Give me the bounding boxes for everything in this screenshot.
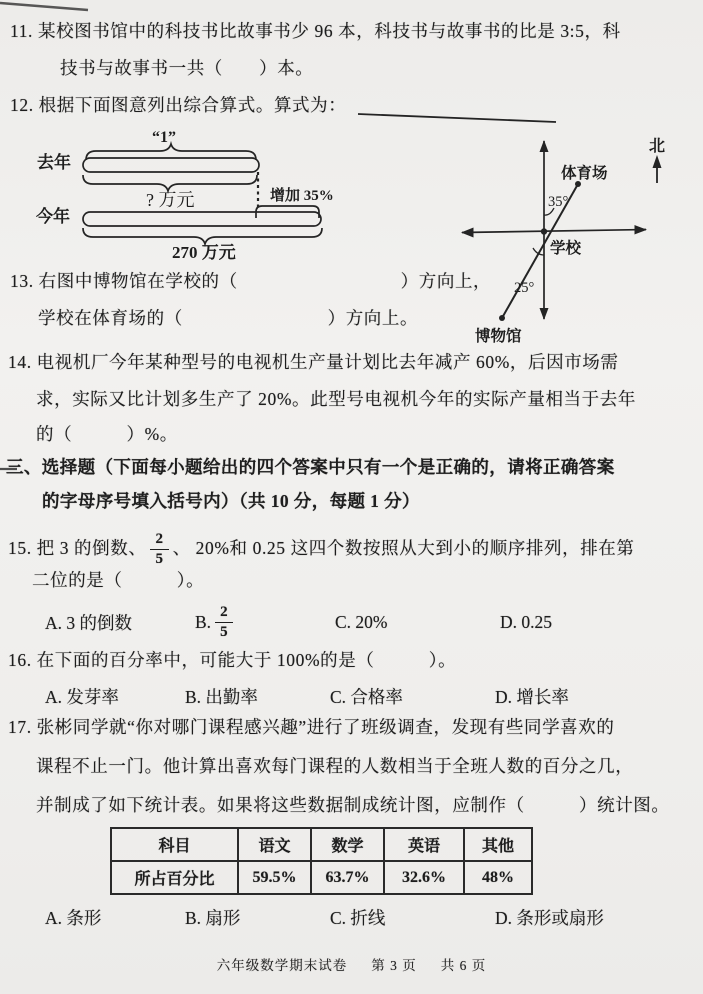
table-cell-chinese-value: 59.5% <box>238 861 311 894</box>
option-b-label: B. <box>195 611 212 632</box>
question-13-line-2: 学校在体育场的（ ）方向上。 <box>38 308 419 328</box>
question-15-option-c: C. 20% <box>335 611 388 632</box>
section-3-header-line-1: 三、选择题（下面每小题给出的四个答案中只有一个是正确的，请将正确答案 <box>6 457 615 477</box>
fraction-denominator: 5 <box>155 550 164 567</box>
question-17-option-a: A. 条形 <box>45 908 102 928</box>
unit-one-label: “1” <box>152 129 176 146</box>
question-15-option-d: D. 0.25 <box>500 611 553 632</box>
table-cell-other-header: 其他 <box>464 828 532 861</box>
brace-unknown <box>83 175 257 191</box>
table-cell-chinese-header: 语文 <box>238 828 311 861</box>
unknown-amount-label: ? 万元 <box>146 190 195 210</box>
question-17-option-c: C. 折线 <box>330 908 386 928</box>
increase-percent-label: 增加 35% <box>270 188 334 204</box>
question-17-line-1: 17. 张彬同学就“你对哪门课程感兴趣”进行了班级调查，发现有些同学喜欢的 <box>8 717 615 737</box>
museum-dot <box>499 315 505 321</box>
last-year-label: 去年 <box>37 153 71 172</box>
angle-25-label: 25° <box>514 280 535 296</box>
question-12-line-1: 12. 根据下面图意列出综合算式。算式为： <box>10 95 347 115</box>
horizontal-axis-arrow-left <box>461 228 474 238</box>
school-dot <box>541 228 547 234</box>
section-3-header-line-2: 的字母序号填入括号内）（共 10 分，每题 1 分） <box>42 491 420 511</box>
footer-title: 六年级数学期末试卷 <box>216 958 348 973</box>
north-arrow-icon <box>653 155 662 183</box>
question-16-line-1: 16. 在下面的百分率中，可能大于 100%的是（ ）。 <box>8 650 457 670</box>
question-15-line-1-post: 、 20%和 0.25 这四个数按照从大到小的顺序排列，排在第 <box>172 538 635 559</box>
question-14-line-1: 14. 电视机厂今年某种型号的电视机生产量计划比去年减产 60%，后因市场需 <box>8 352 619 372</box>
option-b-fraction: $\frac{2}{5}$ <box>215 604 233 640</box>
direction-diagram <box>461 137 665 345</box>
question-15-line-1-pre: 15. 把 3 的倒数、 <box>8 538 147 559</box>
this-year-label: 今年 <box>36 207 70 226</box>
question-14-line-3: 的（ ）%。 <box>36 424 178 444</box>
table-cell-other-value: 48% <box>464 861 532 894</box>
stadium-label: 体育场 <box>561 165 608 182</box>
table-cell-math-header: 数学 <box>311 828 384 861</box>
vertical-axis-arrow-down <box>540 308 549 320</box>
north-label: 北 <box>649 138 666 155</box>
museum-label: 博物馆 <box>475 328 522 345</box>
fraction-numerator: 2 <box>150 531 168 550</box>
question-13-line-1: 13. 右图中博物馆在学校的（ ）方向上， <box>10 271 492 291</box>
bottom-bar <box>83 212 321 226</box>
total-amount-label: 270 万元 <box>172 243 236 262</box>
vertical-axis-arrow-up <box>540 140 549 152</box>
question-11-line-1: 11. 某校图书馆中的科技书比故事书少 96 本，科技书与故事书的比是 3:5，科 <box>10 21 621 41</box>
table-cell-math-value: 63.7% <box>311 861 384 894</box>
question-16-option-c: C. 合格率 <box>330 687 403 707</box>
question-14-line-2: 求，实际又比计划多生产了 20%。此型号电视机今年的实际产量相当于去年 <box>36 389 636 409</box>
table-cell-english-header: 英语 <box>384 828 464 861</box>
question-15-option-a: A. 3 的倒数 <box>45 612 133 633</box>
question-15-line-2: 二位的是（ ）。 <box>32 570 205 590</box>
footer-page-number: 第 3 页 <box>371 958 417 973</box>
table-cell-english-value: 32.6% <box>384 861 464 894</box>
brace-total <box>83 228 322 244</box>
angle-arc-south <box>533 248 544 255</box>
top-bar <box>83 158 259 172</box>
table-cell-row-label: 所占百分比 <box>111 861 238 894</box>
question-17-option-b: B. 扇形 <box>185 908 241 928</box>
angle-35-label: 35° <box>548 194 569 210</box>
question-17-line-2: 课程不止一门。他计算出喜欢每门课程的人数相当于全班人数的百分之几， <box>36 756 634 776</box>
bar-diagram <box>36 129 334 262</box>
table-cell-subject-header: 科目 <box>111 828 238 861</box>
horizontal-axis <box>462 230 646 233</box>
scan-artifact-top-left <box>0 3 88 10</box>
question-11-line-2: 技书与故事书一共（ ）本。 <box>60 58 314 78</box>
question-16-option-a: A. 发芽率 <box>45 687 119 707</box>
question-17-line-3: 并制成了如下统计表。如果将这些数据制成统计图，应制作（ ）统计图。 <box>36 795 670 815</box>
answer-blank-line <box>358 114 556 122</box>
question-17-option-d: D. 条形或扇形 <box>495 908 604 928</box>
school-label: 学校 <box>550 240 582 257</box>
footer-page-total: 共 6 页 <box>440 958 487 973</box>
question-16-option-b: B. 出勤率 <box>185 687 258 707</box>
question-16-option-d: D. 增长率 <box>495 687 569 707</box>
horizontal-axis-arrow-right <box>635 225 648 235</box>
